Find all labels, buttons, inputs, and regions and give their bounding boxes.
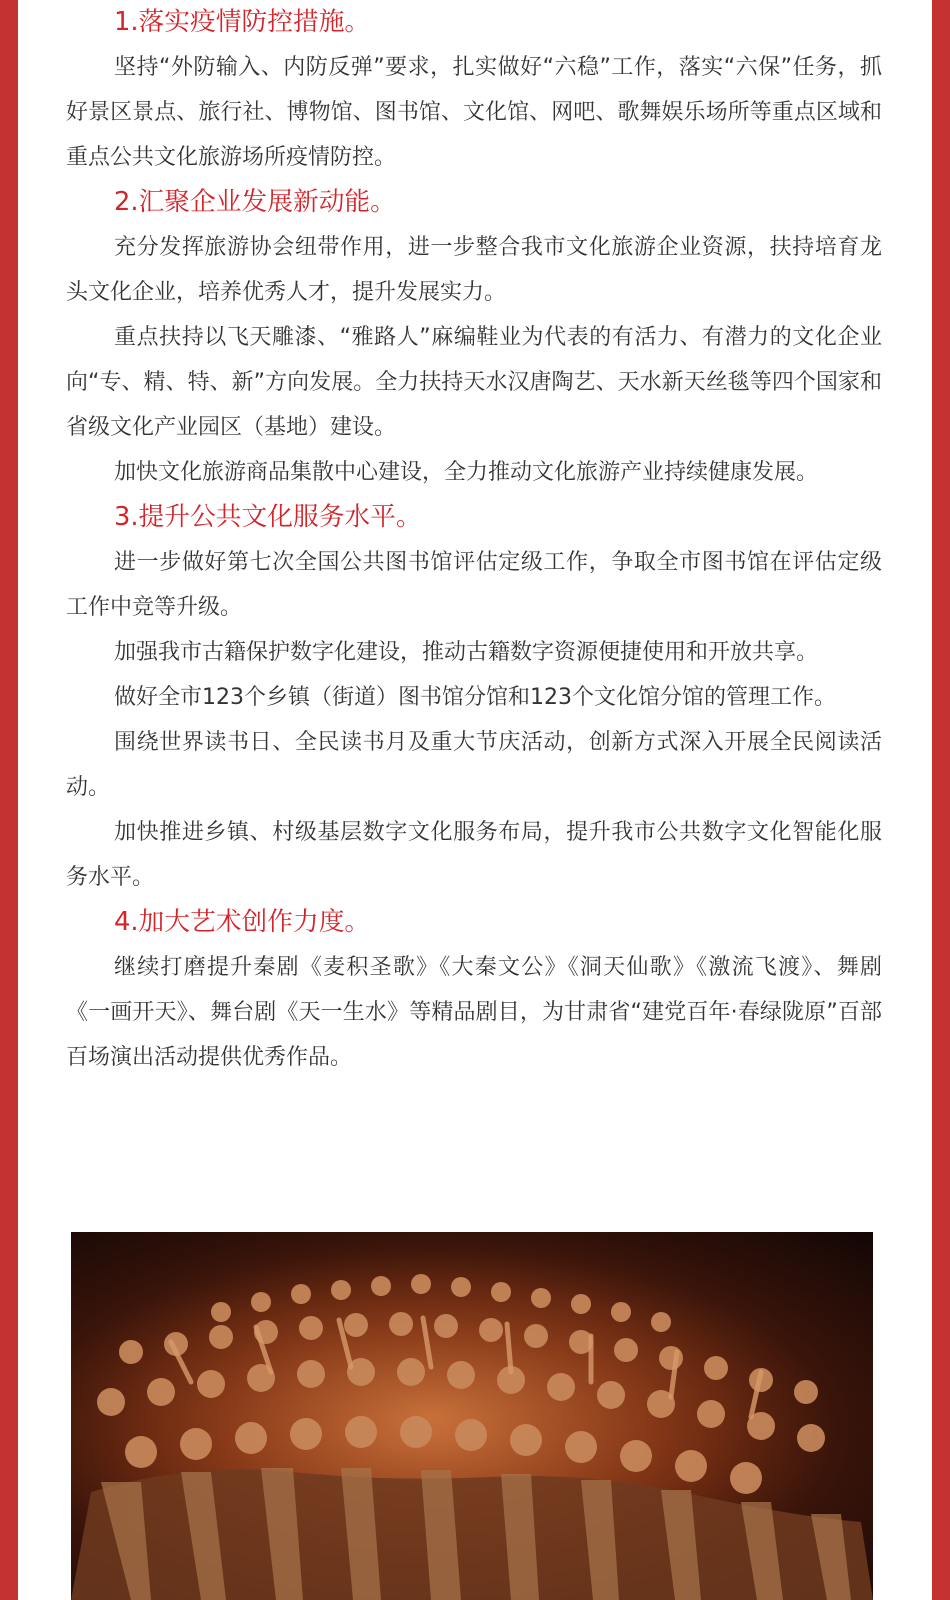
article-body <box>66 0 882 1080</box>
section-3-heading: 3.提升公共文化服务水平。 <box>114 502 422 532</box>
section-3-paragraph-5: 加快推进乡镇、村级基层数字文化服务布局，提升我市公共数字文化智能化服务水平。 <box>66 820 882 890</box>
section-3-paragraph-2: 加强我市古籍保护数字化建设，推动古籍数字资源便捷使用和开放共享。 <box>114 640 819 665</box>
section-3-paragraph-3: 做好全市123个乡镇（街道）图书馆分馆和123个文化馆分馆的管理工作。 <box>114 685 836 710</box>
section-1-heading: 1.落实疫情防控措施。 <box>114 7 371 37</box>
section-4-paragraph-1: 继续打磨提升秦剧《麦积圣歌》《大秦文公》《洞天仙歌》《激流飞渡》、舞剧《一画开天》、舞台剧《天一生水》等精品剧目，为甘肃省“建党百年·春绿陇原”百部百场演出活动提供优秀作品。 <box>66 955 882 1070</box>
section-2-heading: 2.汇聚企业发展新动能。 <box>114 187 396 217</box>
section-2-paragraph-3: 加快文化旅游商品集散中心建设，全力推动文化旅游产业持续健康发展。 <box>114 460 819 485</box>
section-4-heading: 4.加大艺术创作力度。 <box>114 907 371 937</box>
section-2-paragraph-2: 重点扶持以飞天雕漆、“雅路人”麻编鞋业为代表的有活力、有潜力的文化企业向“专、精、特、新”方向发展。全力扶持天水汉唐陶艺、天水新天丝毯等四个国家和省级文化产业园区（基地）建设。 <box>66 325 882 440</box>
section-1-paragraph-1: 坚持“外防输入、内防反弹”要求，扎实做好“六稳”工作，落实“六保”任务，抓好景区景点、旅行社、博物馆、图书馆、文化馆、网吧、歌舞娱乐场所等重点区域和重点公共文化旅游场所疫情防控。 <box>66 55 882 170</box>
section-3-paragraph-1: 进一步做好第七次全国公共图书馆评估定级工作，争取全市图书馆在评估定级工作中竞等升级。 <box>66 550 882 620</box>
stage-performance-photo <box>71 1232 873 1600</box>
section-3-paragraph-4: 围绕世界读书日、全民读书月及重大节庆活动，创新方式深入开展全民阅读活动。 <box>66 730 882 800</box>
right-red-border <box>932 0 950 1600</box>
dancers-illustration <box>71 1232 873 1600</box>
left-red-border <box>0 0 18 1600</box>
section-2-paragraph-1: 充分发挥旅游协会纽带作用，进一步整合我市文化旅游企业资源，扶持培育龙头文化企业，培养优秀人才，提升发展实力。 <box>66 235 882 305</box>
